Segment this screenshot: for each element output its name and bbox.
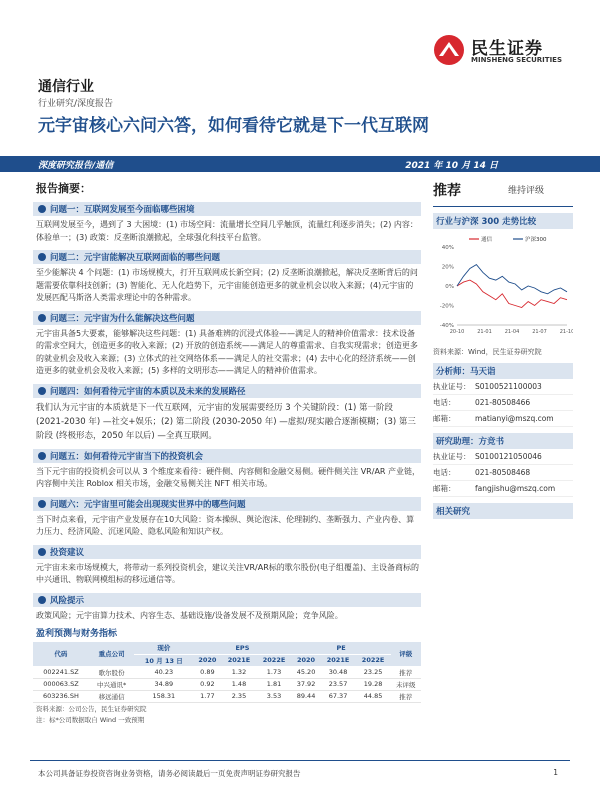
sidebar	[433, 180, 573, 519]
col-code: 代码	[33, 642, 89, 666]
industry-label: 通信行业	[38, 79, 94, 95]
summary-column	[33, 180, 421, 725]
minsheng-logo-icon	[433, 34, 465, 66]
page-number: 1	[553, 768, 558, 777]
legend-label: 通信	[481, 237, 493, 243]
assistant-heading: 研究助理：方竞书	[433, 433, 573, 449]
bullet-icon	[38, 253, 46, 261]
banner-date: 2021 年 10 月 14 日	[405, 161, 498, 171]
series-line	[457, 280, 567, 307]
question-2-body: 至少能解决 4 个问题：(1) 市场规模大，打开互联网成长新空间；(2) 反垄断浪潮掀起，解决反垄断背后的问题需要依靠科技创新；(3) 智能化、无人化趋势下，元宇宙能创造更多的就业机会以收入来源；(4)元宇宙的发展匹配马斯洛人类需求理论中的各种需求。	[36, 268, 418, 302]
bullet-icon	[38, 596, 46, 604]
chart-heading: 行业与沪深 300 走势比较	[433, 213, 573, 229]
forecast-title: 盈利预测与财务指标	[36, 629, 118, 639]
chart-source: 资料来源：Wind，民生证券研究院	[433, 348, 542, 356]
analyst-heading: 分析师：马天诣	[433, 363, 573, 379]
rating-recommend: 推荐	[433, 183, 461, 199]
y-tick-label: 20%	[441, 264, 454, 271]
question-1-body: 互联网发展至今，遇到了 3 大困境：(1) 市场空间：流量增长空间几乎触顶，流量红利逐步消失；(2) 内容：体验单一；(3) 政策：反垄断浪潮掀起，全球强化科技平台监管。	[36, 220, 418, 242]
bullet-icon	[38, 205, 46, 213]
report-type: 行业研究/深度报告	[38, 99, 114, 109]
col-eps: EPS	[193, 642, 291, 654]
col-company: 重点公司	[89, 642, 135, 666]
y-tick-label: 0%	[445, 284, 454, 290]
risk-heading: 风险提示	[33, 593, 421, 607]
analyst-cert: 执业证号： S0100521100003	[433, 379, 573, 395]
x-tick-label: 21-10	[559, 329, 573, 335]
legend-label: 沪深300	[525, 237, 547, 243]
analyst-phone: 电话： 021-80508466	[433, 395, 573, 411]
assistant-cert: 执业证号： S0100121050046	[433, 449, 573, 465]
footer-divider	[30, 760, 570, 761]
col-price: 现价	[134, 642, 193, 654]
series-line	[457, 265, 567, 294]
col-pe-2022e: 2022E	[356, 654, 391, 666]
assistant-phone: 电话： 021-80508468	[433, 465, 573, 481]
invest-advice-heading: 投资建议	[33, 545, 421, 559]
banner-category: 深度研究报告/通信	[38, 161, 114, 171]
question-6-heading: 问题六：元宇宙里可能会出现现实世界中的哪些问题	[33, 497, 421, 511]
brand-name-cn: 民生证券	[471, 39, 543, 59]
question-5-heading: 问题五：如何看待元宇宙当下的投资机会	[33, 449, 421, 463]
x-tick-label: 21-07	[532, 329, 547, 335]
bullet-icon	[38, 314, 46, 322]
x-tick-label: 21-01	[477, 329, 492, 335]
question-3-body: 元宇宙具备5大要素，能够解决这些问题：(1) 具备难辨的沉浸式体验——满足人的精神价值需求：技术设备的需求空间大，创造更多的收入来源；(2) 开放的创造系统——满足人的尊重需求、自我实现需求；创造更多的就业机会及收入来源；(3) 立体式的社交网络体系——满足人的社交需求；(4) 去中心化的经济系统——创造更多的就业机会及收入来源；(5) 多样的文明形态——满足人的精神价值需求。	[36, 328, 418, 375]
x-tick-label: 21-04	[504, 329, 520, 335]
footer-disclaimer: 本公司具备证券投资咨询业务资格，请务必阅读最后一页免责声明证券研究报告	[38, 769, 301, 778]
table-source-note: 资料来源：公司公告，民生证券研究院	[36, 704, 147, 713]
summary-heading: 报告摘要：	[36, 182, 91, 195]
col-price-date: 10 月 13 日	[134, 654, 193, 666]
col-rating: 评级	[391, 642, 421, 666]
question-1-heading: 问题一：互联网发展至今面临哪些困境	[33, 202, 421, 216]
question-6-body: 当下时点来看，元宇宙产业发展存在10大风险：资本操纵、舆论泡沫、伦理制约、垄断强力、产业内卷、算力压力、经济风险、沉迷风险、隐私风险和知识产权。	[36, 514, 415, 536]
divider	[433, 206, 573, 207]
question-3-heading: 问题三：元宇宙为什么能解决这些问题	[33, 311, 421, 325]
col-pe: PE	[292, 642, 391, 654]
trend-chart	[433, 233, 573, 341]
col-eps-2022e: 2022E	[257, 654, 292, 666]
assistant-email: 邮箱： fangjishu@mszq.com	[433, 481, 573, 497]
brand-logo	[433, 34, 583, 68]
page-title: 元宇宙核心六问六答，如何看待它就是下一代互联网	[38, 116, 429, 136]
question-4-heading: 问题四：如何看待元宇宙的本质以及未来的发展路径	[33, 384, 421, 398]
bullet-icon	[38, 387, 46, 395]
rating-maintain: 维持评级	[508, 186, 545, 196]
bullet-icon	[38, 500, 46, 508]
table-row: 002241.SZ 歌尔股份 40.23 0.89 1.32 1.73 45.20 30.48 23.25 推荐	[33, 666, 421, 678]
bullet-icon	[38, 548, 46, 556]
col-eps-2021e: 2021E	[221, 654, 256, 666]
y-tick-label: -40%	[439, 323, 454, 329]
col-pe-2021e: 2021E	[321, 654, 356, 666]
related-research-heading: 相关研究	[433, 503, 573, 519]
analyst-email: 邮箱： matianyi@mszq.com	[433, 411, 573, 427]
table-row: 603236.SH 移远通信 158.31 1.77 2.35 3.53 89.44 67.37 44.85 推荐	[33, 690, 421, 702]
y-tick-label: 40%	[441, 245, 454, 251]
report-banner	[0, 156, 600, 172]
question-2-heading: 问题二：元宇宙能解决互联网面临的哪些问题	[33, 250, 421, 264]
y-tick-label: -20%	[439, 303, 454, 310]
bullet-icon	[38, 452, 46, 460]
col-eps-2020: 2020	[193, 654, 221, 666]
question-5-body: 当下元宇宙的投资机会可以从 3 个维度来看待：硬件侧、内容侧和金融交易侧。硬件侧关注 VR/AR 产业链，内容侧中关注 Roblox 相关市场，金融交易侧关注 NFT 相关市场。	[36, 466, 421, 488]
table-row: 000063.SZ 中兴通讯* 34.89 0.92 1.48 1.81 37.92 23.57 19.28 未评级	[33, 678, 421, 690]
table-footnote: 注：标*公司数据取自 Wind 一致预期	[36, 715, 145, 724]
question-4-body: 我们认为元宇宙的本质就是下一代互联网，元宇宙的发展需要经历 3 个关键阶段：(1) 第一阶段 (2021-2030 年) —社交+娱乐；(2) 第二阶段 (2030-2050 年) —虚拟/现实融合逐渐模糊；(3) 第三阶段 (终极形态，2050 年以后) —全真互联网。	[36, 402, 416, 441]
invest-advice-body: 元宇宙未来市场规模大，将带动一系列投资机会，建议关注VR/AR标的歌尔股份(电子组覆盖)、主设备商标的中兴通讯、物联网模组标的移远通信等。	[36, 562, 419, 584]
brand-name-en: MINSHENG SECURITIES	[471, 56, 562, 64]
x-tick-label: 20-10	[449, 329, 465, 335]
risk-body: 政策风险；元宇宙算力技术、内容生态、基础设施/设备发展不及预期风险；竞争风险。	[36, 610, 343, 620]
col-pe-2020: 2020	[292, 654, 321, 666]
forecast-table	[33, 642, 421, 703]
